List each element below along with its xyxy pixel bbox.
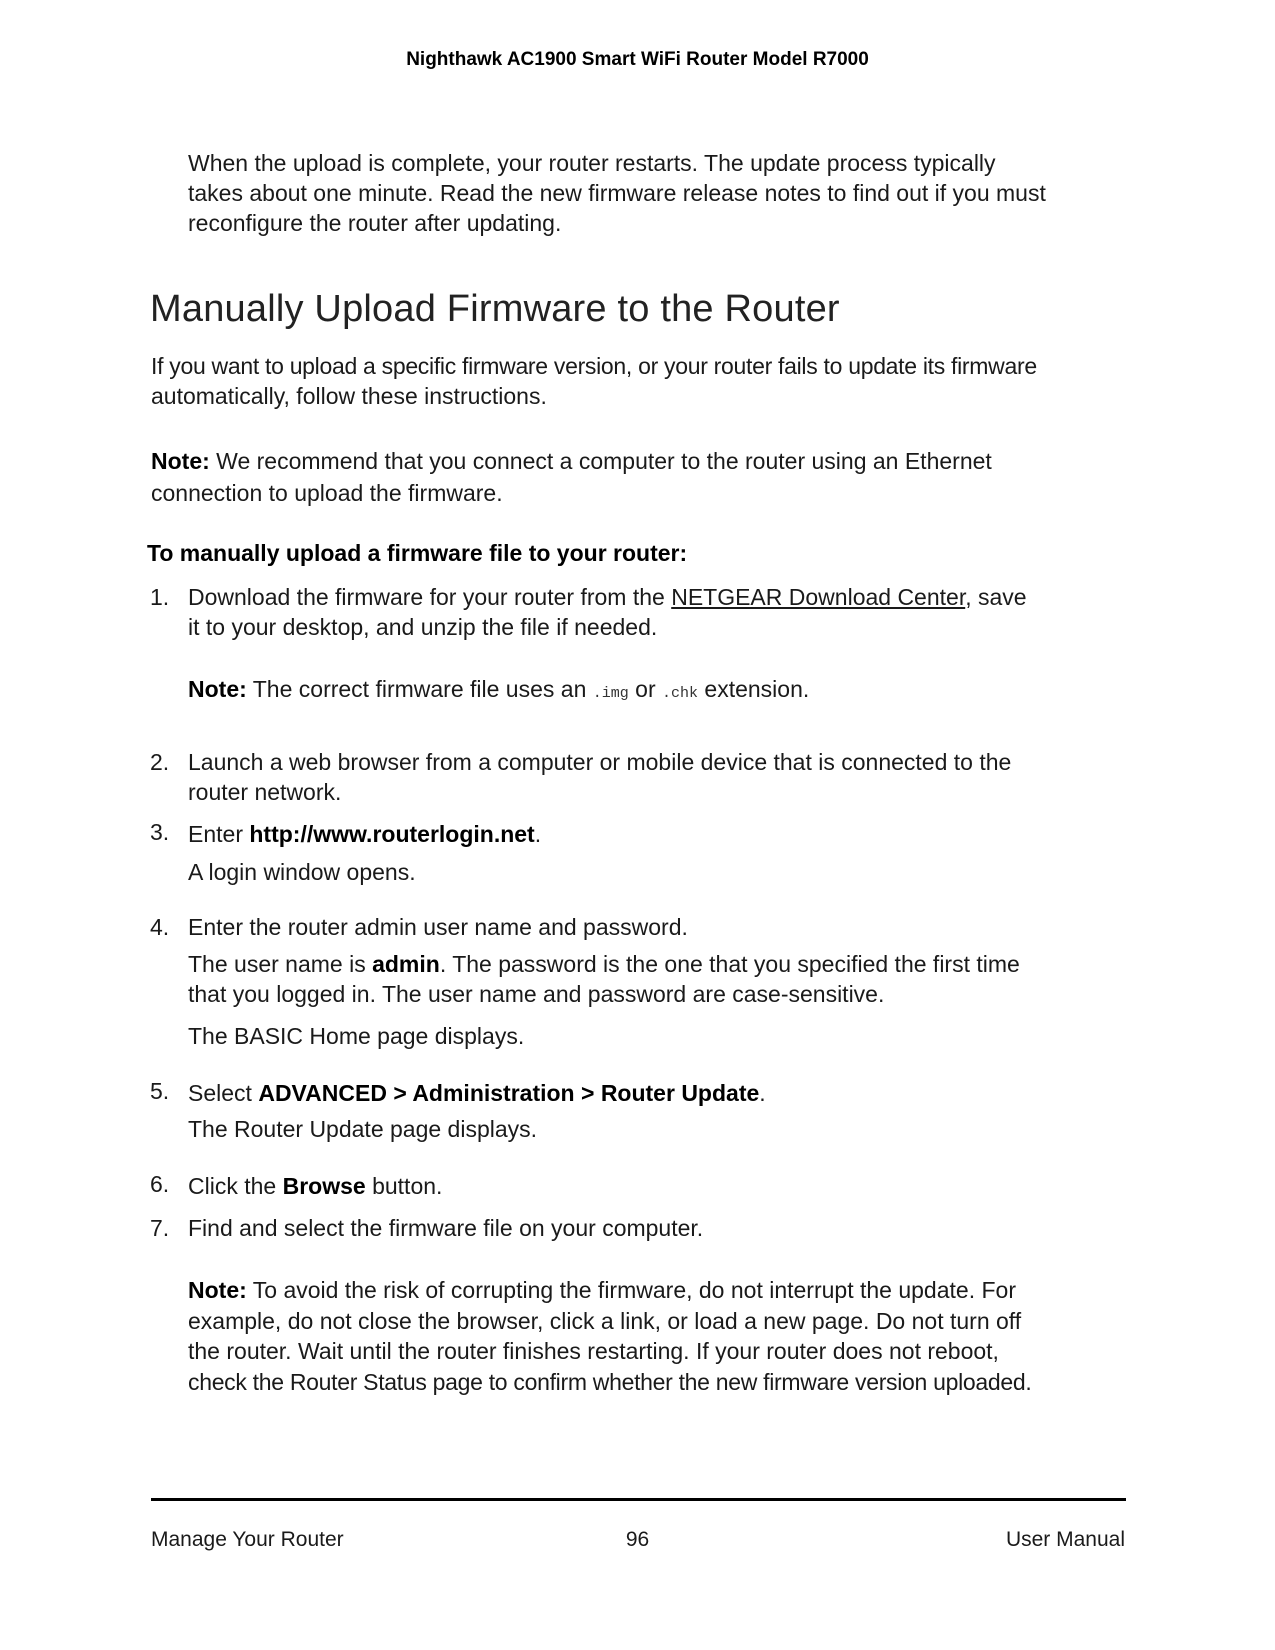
menu-path: ADVANCED > Administration > Router Update bbox=[258, 1080, 760, 1106]
chk-extension-code: .chk bbox=[662, 685, 699, 702]
step-text-pre: Download the firmware for your router from the bbox=[188, 584, 672, 610]
step-info-post: . The password is the one that you specified the first time bbox=[439, 951, 1020, 977]
browse-button-label: Browse bbox=[282, 1173, 366, 1199]
step-text-post: button. bbox=[365, 1173, 443, 1199]
step-text-line: router network. bbox=[188, 779, 342, 805]
note-label: Note: bbox=[151, 448, 210, 474]
procedure-heading: To manually upload a firmware file to your router: bbox=[147, 540, 688, 566]
step-text bbox=[188, 819, 541, 850]
step-text-post: . bbox=[534, 821, 542, 847]
step-text-line: Enter the router admin user name and password. bbox=[188, 914, 688, 940]
intro-line: When the upload is complete, your router restarts. The update process typically bbox=[188, 150, 996, 176]
step-info bbox=[188, 949, 1020, 980]
section-paragraph-line: automatically, follow these instructions. bbox=[151, 383, 547, 409]
step-text-post: . bbox=[759, 1080, 766, 1106]
note-text: The correct firmware file uses an bbox=[246, 676, 593, 702]
intro-line: takes about one minute. Read the new firmware release notes to find out if you must bbox=[188, 180, 1046, 206]
step-info-pre: The user name is bbox=[188, 951, 373, 977]
step-text-post: , save bbox=[965, 584, 1027, 610]
note-text: To avoid the risk of corrupting the firmware, do not interrupt the update. For bbox=[246, 1277, 1016, 1303]
note-label: Note: bbox=[188, 1277, 247, 1303]
step-info-line: that you logged in. The user name and password are case-sensitive. bbox=[188, 981, 885, 1007]
section-paragraph-line: If you want to upload a specific firmware version, or your router fails to update its firmware bbox=[151, 353, 1037, 379]
running-header: Nighthawk AC1900 Smart WiFi Router Model R7000 bbox=[406, 49, 869, 70]
step-text-pre: Enter bbox=[188, 821, 250, 847]
step-number: 4. bbox=[150, 914, 170, 940]
step-note-line: example, do not close the browser, click a link, or load a new page. Do not turn off bbox=[188, 1308, 1022, 1334]
step-text-line: Launch a web browser from a computer or mobile device that is connected to the bbox=[188, 749, 1012, 775]
step-text bbox=[188, 582, 1027, 613]
step-number: 6. bbox=[150, 1171, 170, 1197]
step-text-pre: Click the bbox=[188, 1173, 283, 1199]
step-text bbox=[188, 1078, 766, 1109]
section-title: Manually Upload Firmware to the Router bbox=[150, 288, 840, 330]
page-number: 96 bbox=[625, 1528, 650, 1551]
step-number: 2. bbox=[150, 749, 170, 775]
step-number: 1. bbox=[150, 584, 170, 610]
router-login-url: http://www.routerlogin.net bbox=[249, 821, 535, 847]
step-note bbox=[188, 1275, 1016, 1306]
note-line: connection to upload the firmware. bbox=[151, 480, 503, 506]
step-text-line: it to your desktop, and unzip the file if needed. bbox=[188, 614, 658, 640]
admin-username: admin bbox=[372, 951, 440, 977]
note-line bbox=[151, 446, 992, 477]
note-text: extension. bbox=[698, 676, 810, 702]
intro-line: reconfigure the router after updating. bbox=[188, 210, 562, 236]
step-text bbox=[188, 1171, 442, 1202]
step-text-pre: Select bbox=[188, 1080, 259, 1106]
step-note-line: check the Router Status page to confirm whether the new firmware version uploaded. bbox=[188, 1369, 1032, 1395]
step-note-line: the router. Wait until the router finishes restarting. If your router does not reboot, bbox=[188, 1338, 999, 1364]
step-result: The Router Update page displays. bbox=[188, 1116, 538, 1142]
footer-chapter: Manage Your Router bbox=[151, 1528, 344, 1551]
step-number: 5. bbox=[150, 1078, 170, 1104]
step-result: A login window opens. bbox=[188, 859, 416, 885]
step-result: The BASIC Home page displays. bbox=[188, 1023, 525, 1049]
step-number: 7. bbox=[150, 1215, 170, 1241]
step-number: 3. bbox=[150, 819, 170, 845]
footer-divider bbox=[151, 1498, 1126, 1501]
step-text-line: Find and select the firmware file on your computer. bbox=[188, 1215, 704, 1241]
note-text: or bbox=[628, 676, 663, 702]
step-note bbox=[188, 674, 809, 710]
note-text: We recommend that you connect a computer to the router using an Ethernet bbox=[209, 448, 992, 474]
img-extension-code: .img bbox=[592, 685, 629, 702]
footer-doc-type: User Manual bbox=[1005, 1528, 1125, 1551]
netgear-download-center-link[interactable]: NETGEAR Download Center bbox=[671, 584, 966, 610]
note-label: Note: bbox=[188, 676, 247, 702]
